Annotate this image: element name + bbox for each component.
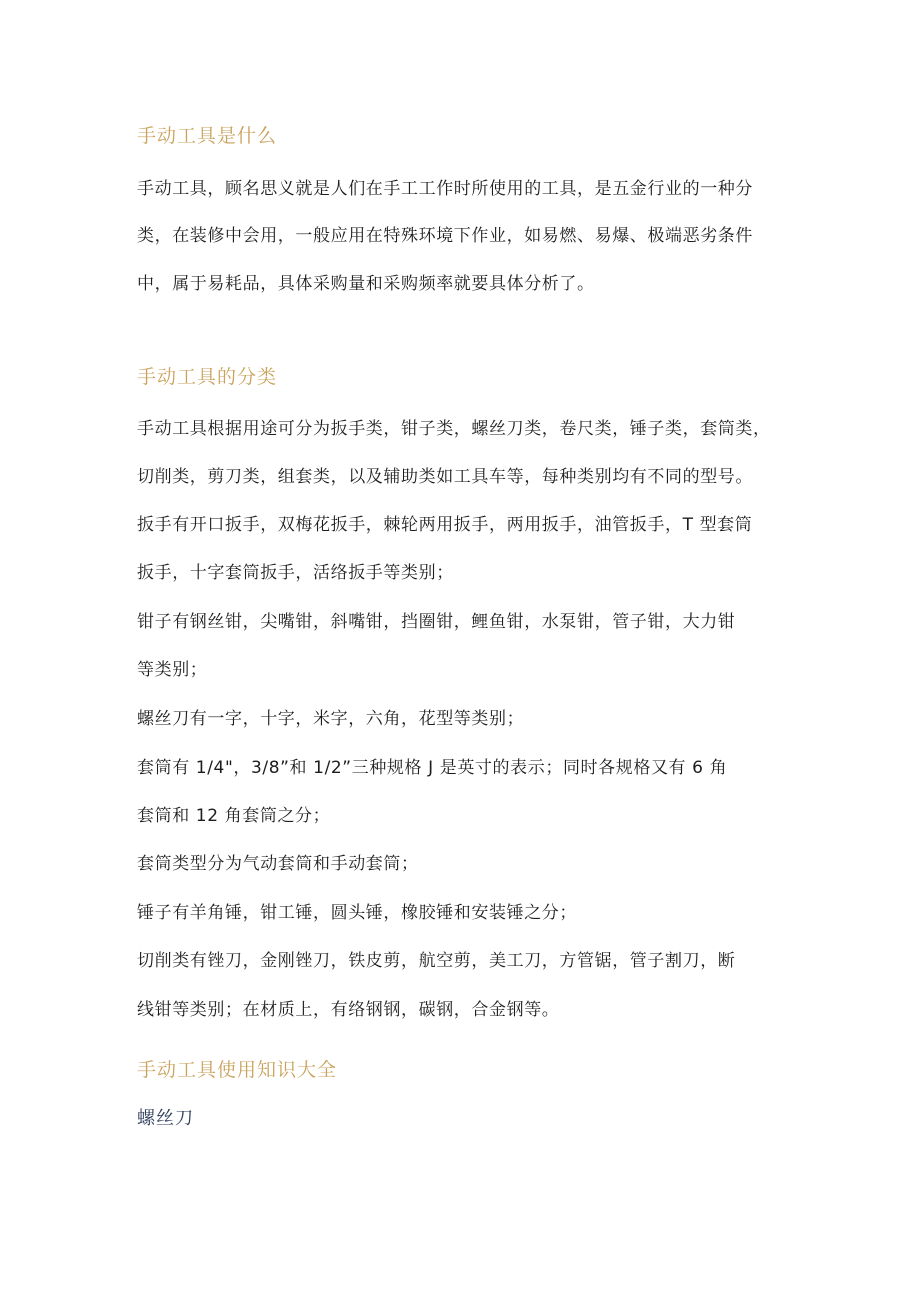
paragraph-line: 类，在装修中会用，一般应用在特殊环境下作业，如易燃、易爆、极端恶劣条件 [137,226,753,246]
paragraph-line: 手动工具，顾名思义就是人们在手工工作时所使用的工具，是五金行业的一种分 [137,179,753,199]
paragraph-line: 锤子有羊角锤，钳工锤，圆头锤，橡胶锤和安装锤之分； [137,903,577,923]
paragraph-line: 扳手，十字套筒扳手，活络扳手等类别； [137,563,454,583]
paragraph-line: 线钳等类别；在材质上，有络钢钢，碳钢，合金钢等。 [137,1000,560,1020]
paragraph-line: 套筒和 12 角套筒之分； [137,806,331,826]
paragraph-line: 中，属于易耗品，具体采购量和采购频率就要具体分析了。 [137,274,595,294]
paragraph-line: 扳手有开口扳手，双梅花扳手，棘轮两用扳手，两用扳手，油管扳手，T 型套筒 [137,515,753,535]
paragraph-line: 切削类，剪刀类，组套类，以及辅助类如工具车等，每种类别均有不同的型号。 [137,467,753,487]
section-heading-usage-knowledge: 手动工具使用知识大全 [137,1059,338,1081]
paragraph-line: 手动工具根据用途可分为扳手类，钳子类，螺丝刀类，卷尺类，锤子类，套筒类， [137,419,771,439]
paragraph-line: 等类别； [137,660,208,680]
paragraph-line: 套筒类型分为气动套筒和手动套筒； [137,854,419,874]
subheading-screwdriver: 螺丝刀 [137,1108,194,1129]
paragraph-line: 切削类有锉刀，金刚锉刀，铁皮剪，航空剪，美工刀，方管锯，管子割刀，断 [137,951,736,971]
paragraph-line: 螺丝刀有一字，十字，米字，六角，花型等类别； [137,709,525,729]
paragraph-line: 套筒有 1/4"，3/8”和 1/2”三种规格 J 是英寸的表示；同时各规格又有 6 角 [137,758,728,778]
section-heading-what-is: 手动工具是什么 [137,125,278,147]
paragraph-line: 钳子有钢丝钳，尖嘴钳，斜嘴钳，挡圈钳，鲤鱼钳，水泵钳，管子钳，大力钳 [137,612,736,632]
section-heading-classification: 手动工具的分类 [137,366,278,388]
